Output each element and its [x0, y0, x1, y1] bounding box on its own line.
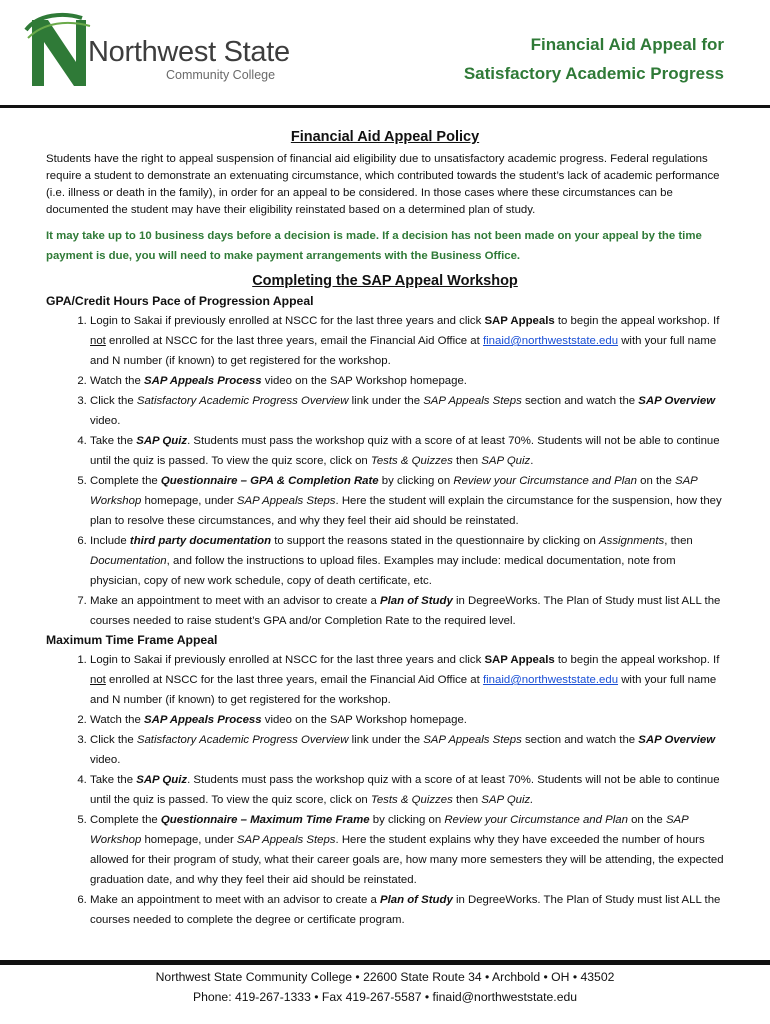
logo-n-icon: [24, 12, 94, 90]
list-item: 3. Click the Satisfactory Academic Progress Overview link under the SAP Appeals Steps section and watch the SAP Overview video.: [90, 730, 724, 770]
footer-address: Northwest State Community College • 22600 State Route 34 • Archbold • OH • 43502: [155, 970, 615, 984]
college-logo: [24, 12, 294, 90]
policy-body: Students have the right to appeal suspension of financial aid eligibility due to unsatisfactory academic progress. Federal regulations require a student to demonstrate an extenuating circumstance, which contributed towards the student’s lack of academic performance (i.e. illness or death in the family), in order for an appeal to be considered. In those cases where these circumstances can be documented the student may have their eligibility reinstated based on a determined plan of study.: [46, 152, 720, 216]
document-title-line1: Financial Aid Appeal for: [530, 35, 724, 54]
list-item: 5. Complete the Questionnaire – GPA & Completion Rate by clicking on Review your Circumstance and Plan on the SAP Workshop homepage, under SAP Appeals Steps. Here the student will explain the circumstance for the suspension, how they plan to resolve these circumstances, and why they feel their aid should be reinstated.: [90, 471, 724, 531]
list-item: 2. Watch the SAP Appeals Process video on the SAP Workshop homepage.: [90, 710, 724, 730]
page-footer: [0, 967, 770, 1007]
page-header: [0, 0, 770, 104]
list-item: 1. Login to Sakai if previously enrolled at NSCC for the last three years and click SAP Appeals to begin the appeal workshop. If not enrolled at NSCC for the last three years, email the Financial Aid Office at finaid@northweststate.edu with your full name and N number (if known) to get registered for the workshop.: [90, 650, 724, 710]
finaid-email-link[interactable]: finaid@northweststate.edu: [482, 674, 619, 686]
policy-heading: Financial Aid Appeal Policy: [290, 129, 480, 145]
list-item: 6. Make an appointment to meet with an advisor to create a Plan of Study in DegreeWorks. The Plan of Study must list ALL the courses needed to complete the degree or certificate program.: [90, 890, 724, 930]
gpa-steps-list: [46, 311, 724, 631]
list-item: 7. Make an appointment to meet with an advisor to create a Plan of Study in DegreeWorks. The Plan of Study must list ALL the courses needed to raise student’s GPA and/or Completion Rate to the required level.: [90, 591, 724, 631]
footer-contact: Phone: 419-267-1333 • Fax 419-267-5587 • finaid@northweststate.edu: [192, 990, 578, 1004]
list-item: 4. Take the SAP Quiz. Students must pass the workshop quiz with a score of at least 70%. Students will not be able to continue until the quiz is passed. To view the quiz score, click on Tests & Quizzes then SAP Quiz.: [90, 431, 724, 471]
list-item: 5. Complete the Questionnaire – Maximum Time Frame by clicking on Review your Circumstance and Plan on the SAP Workshop homepage, under SAP Appeals Steps. Here the student explains why they have exceeded the number of hours allowed for their program of study, what their career goals are, how many more semesters they will be attending, the expected graduation date, and why they feel their aid should be reinstated.: [90, 810, 724, 890]
list-item: 2. Watch the SAP Appeals Process video on the SAP Workshop homepage.: [90, 371, 724, 391]
document-title-line2: Satisfactory Academic Progress: [463, 64, 724, 83]
logo-subtitle: Community College: [166, 68, 276, 82]
header-divider: [0, 105, 770, 108]
main-content: [46, 128, 724, 930]
document-title: [464, 30, 724, 88]
list-item: 1. Login to Sakai if previously enrolled at NSCC for the last three years and click SAP Appeals to begin the appeal workshop. If not enrolled at NSCC for the last three years, email the Financial Aid Office at finaid@northweststate.edu with your full name and N number (if known) to get registered for the workshop.: [90, 311, 724, 371]
logo-name: Northwest State: [88, 36, 290, 68]
finaid-email-link[interactable]: finaid@northweststate.edu: [482, 335, 619, 347]
mtf-appeal-heading: Maximum Time Frame Appeal: [46, 633, 218, 647]
list-item: 3. Click the Satisfactory Academic Progress Overview link under the SAP Appeals Steps section and watch the SAP Overview video.: [90, 391, 724, 431]
list-item: 4. Take the SAP Quiz. Students must pass the workshop quiz with a score of at least 70%. Students will not be able to continue until the quiz is passed. To view the quiz score, click on Tests & Quizzes then SAP Quiz.: [90, 770, 724, 810]
list-item: 6. Include third party documentation to support the reasons stated in the questionnaire by clicking on Assignments, then Documentation, and follow the instructions to upload files. Examples may include: medical documentation, note from physician, copy of new work schedule, copy of death certificate, etc.: [90, 531, 724, 591]
mtf-steps-list: [46, 650, 724, 930]
footer-divider: [0, 960, 770, 965]
gpa-appeal-heading: GPA/Credit Hours Pace of Progression Appeal: [46, 294, 314, 308]
workshop-heading: Completing the SAP Appeal Workshop: [252, 272, 518, 289]
processing-notice: It may take up to 10 business days before a decision is made. If a decision has not been made on your appeal by the time payment is due, you will need to make payment arrangements with the Business Office.: [46, 229, 702, 262]
